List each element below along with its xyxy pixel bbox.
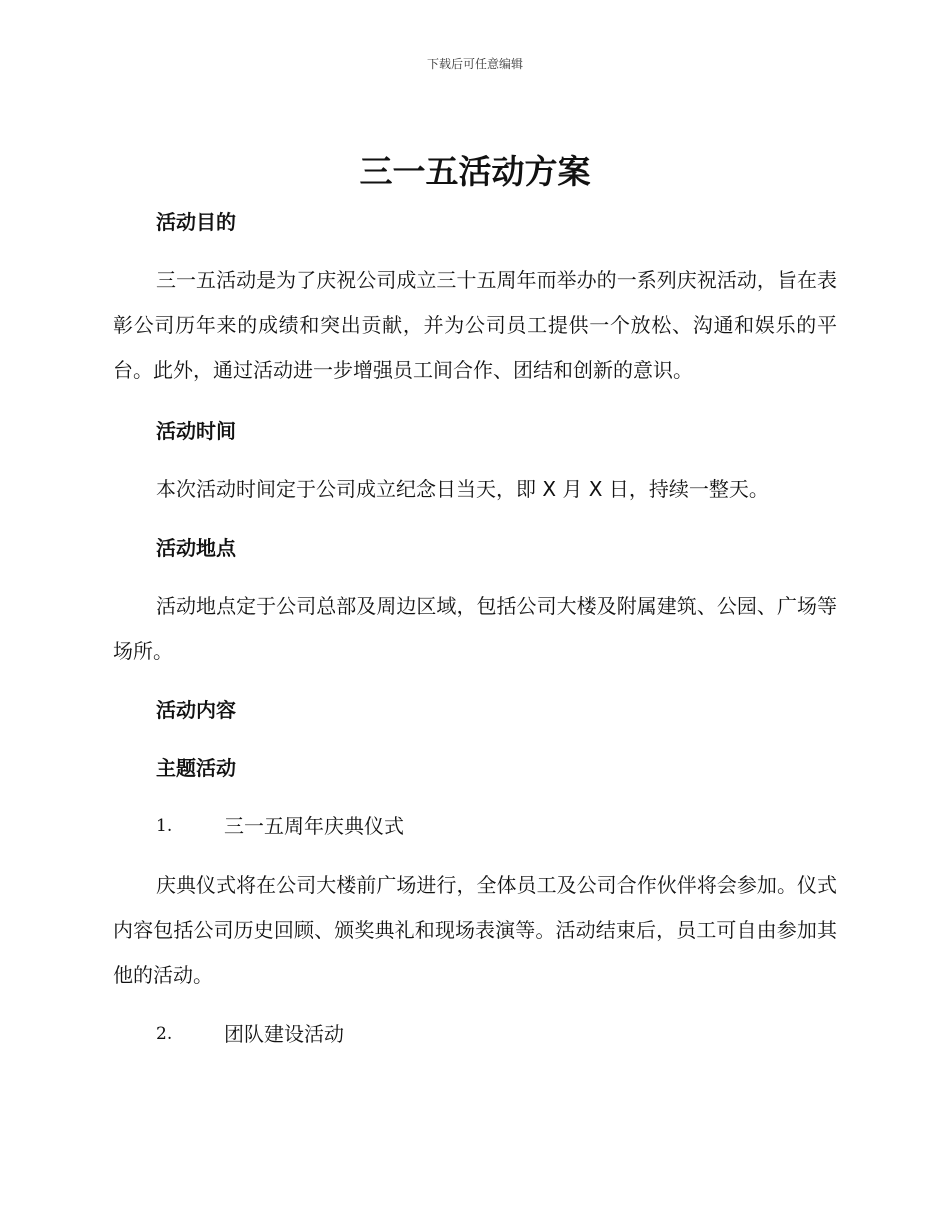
heading-purpose: 活动目的 [156, 210, 236, 234]
list-item-title: 三一五周年庆典仪式 [224, 814, 404, 838]
list-item-number: 2. [156, 1024, 173, 1044]
paragraph-purpose: 三一五活动是为了庆祝公司成立三十五周年而举办的一系列庆祝活动，旨在表彰公司历年来的成绩和突出贡献，并为公司员工提供一个放松、沟通和娱乐的平台。此外，通过活动进一步增强员工间合作、团结和创新的意识。 [113, 268, 837, 382]
paragraph-location: 活动地点定于公司总部及周边区域，包括公司大楼及附属建筑、公园、广场等场所。 [113, 594, 837, 663]
list-item [113, 1012, 837, 1057]
list-item [113, 804, 837, 849]
heading-content: 活动内容 [156, 698, 236, 722]
heading-location: 活动地点 [156, 536, 236, 560]
paragraph-ceremony: 庆典仪式将在公司大楼前广场进行，全体员工及公司合作伙伴将会参加。仪式内容包括公司历史回顾、颁奖典礼和现场表演等。活动结束后，员工可自由参加其他的活动。 [113, 873, 837, 987]
document-body [113, 200, 837, 1057]
paragraph-time: 本次活动时间定于公司成立纪念日当天，即 X 月 X 日，持续一整天。 [156, 477, 769, 501]
heading-theme: 主题活动 [156, 756, 236, 780]
list-item-title: 团队建设活动 [224, 1022, 344, 1046]
document-title: 三一五活动方案 [359, 152, 591, 191]
heading-time: 活动时间 [156, 419, 236, 443]
header-note: 下载后可任意编辑 [426, 57, 523, 71]
list-item-number: 1. [156, 816, 173, 836]
